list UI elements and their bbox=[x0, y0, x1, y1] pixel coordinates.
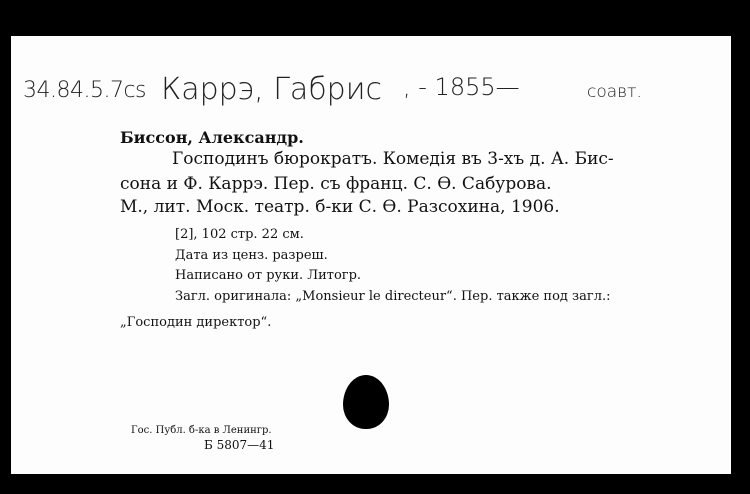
note-handwritten: Написано от руки. Литогр. bbox=[175, 268, 362, 283]
title-line-3: М., лит. Моск. театр. б-ки С. Ѳ. Разсохина, 1906. bbox=[120, 197, 560, 217]
note-alt-title: „Господин директор“. bbox=[120, 315, 272, 330]
handwritten-dates: , - 1855— bbox=[403, 73, 520, 101]
catalog-card bbox=[11, 36, 731, 474]
author-heading: Биссон, Александр. bbox=[120, 128, 304, 147]
note-pagination: [2], 102 стр. 22 см. bbox=[175, 227, 304, 242]
handwritten-note: соавт. bbox=[587, 82, 642, 102]
handwritten-name: Каррэ, Габрис bbox=[161, 72, 382, 107]
title-line-1: Господинъ бюрократъ. Комедія въ 3-хъ д. А. Бис- bbox=[172, 149, 614, 169]
note-original-title: Загл. оригинала: „Monsieur le directeur“. Пер. также под загл.: bbox=[175, 289, 611, 304]
handwritten-call-number: 34.84.5.7cs bbox=[23, 78, 147, 103]
note-date: Дата из ценз. разреш. bbox=[175, 248, 328, 263]
inventory-number: Б 5807—41 bbox=[204, 438, 275, 452]
title-line-2: сона и Ф. Каррэ. Пер. съ франц. С. Ѳ. Сабурова. bbox=[120, 174, 552, 194]
library-stamp: Гос. Публ. б-ка в Ленингр. bbox=[131, 425, 272, 436]
punch-hole bbox=[343, 375, 389, 429]
